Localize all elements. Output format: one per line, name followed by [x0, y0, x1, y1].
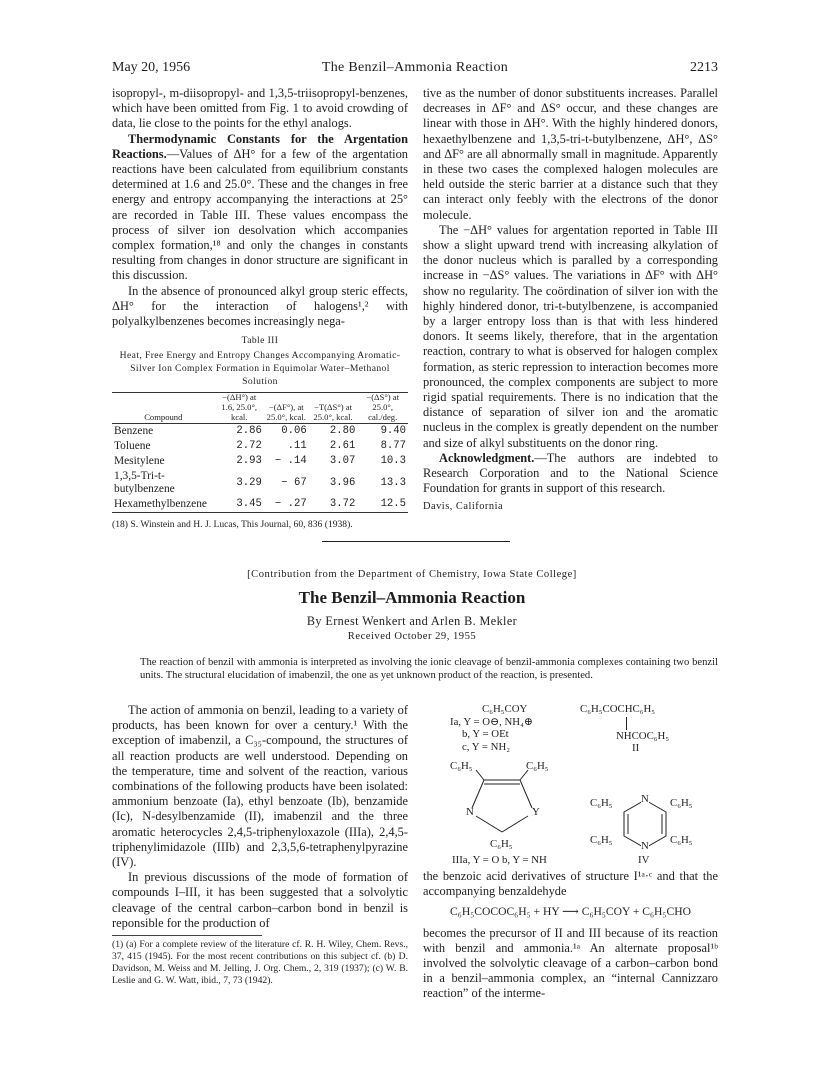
table-header: −T(ΔS°) at 25.0°, kcal.: [313, 402, 353, 422]
table-cell: 13.3: [380, 476, 406, 489]
table-header: Compound: [144, 411, 183, 422]
table-cell: Benzene: [114, 425, 154, 438]
table-title: Heat, Free Energy and Entropy Changes Accompanying Aromatic-Silver Ion Complex Formation in Equimolar Water–Methanol Solution: [119, 350, 401, 387]
table-cell: 2.93: [236, 455, 262, 468]
phenyl-label: C₆H₅: [670, 834, 693, 846]
table-row: [112, 497, 408, 513]
abstract: The reaction of benzil with ammonia is interpreted as involving the ionic cleavage of benzil-ammonia complexes containing two benzil units. The structural elucidation of imabenzil, the one as yet unknown product of the reaction, is presented.: [140, 657, 718, 681]
table-cell: − .27: [274, 498, 307, 511]
atom-label: Y: [532, 806, 540, 818]
table-cell: 3.29: [236, 476, 262, 489]
phenyl-label: C₆H₅: [590, 797, 613, 809]
table-header: −(ΔF°), at 25.0°, kcal.: [266, 402, 306, 422]
table-cell: − 67: [281, 476, 307, 489]
atom-label: N: [641, 793, 649, 805]
paragraph: In the absence of pronounced alkyl group steric effects, ΔH° for the interaction of halogens¹,² with polyalkylbenzenes becomes increasingly nega-: [112, 283, 408, 329]
table-cell: Toluene: [114, 440, 151, 453]
table-cell: 1,3,5-Tri-t-butylbenzene: [114, 470, 175, 496]
article-title: The Benzil–Ammonia Reaction: [298, 588, 526, 607]
table-cell: 0.06: [281, 425, 307, 438]
bond-line: [502, 816, 528, 832]
structure-i-a: Ia, Y = O⊖, NH₄⊕: [450, 715, 533, 728]
paragraph: In previous discussions of the mode of formation of compounds I–III, it has been suggested that a solvolytic cleavage of the central carbon–carbon bond in benzil is reponsible for the production of: [112, 870, 408, 930]
header-title: The Benzil–Ammonia Reaction: [321, 60, 509, 75]
phenyl-label: C₆H₅: [590, 834, 613, 846]
table-cell: 9.40: [380, 425, 406, 438]
structure-i: [450, 703, 533, 753]
header-page-number: 2213: [690, 60, 718, 75]
bond-line: [472, 780, 484, 808]
structure-i-b: b, Y = OEt: [462, 728, 509, 741]
footnote-rule: [112, 935, 262, 936]
received-date: Received October 29, 1955: [347, 631, 477, 642]
paragraph: The −ΔH° values for argentation reported in Table III show a slight upward trend with increasing alkylation of the donor nucleus which is paralled by a corresponding increase in −ΔS° values. The variations in ΔF° with ΔH° show no regularity. The coördination of silver ion with the highly hindered donor, tri-t-butylbenzene, is accompanied by a larger entropy loss than is that with less hindered donors. It seems likely, therefore, that in the argentation reaction, contrary to what is observed for halogen complex formation, as steric repression to interaction becomes more pronounced, the complex components are subject to more rigid spatial requirements. There is no indication that the distance of separation of silver ion and the aromatic nucleus in the complex is greatly dependent on the number and size of alkyl substituents on the donor ring.: [423, 222, 718, 450]
article-authors: By Ernest Wenkert and Arlen B. Mekler: [306, 614, 518, 628]
section-heading: Thermodynamic Constants for the Argentation Reactions.: [112, 131, 408, 161]
contribution-line: [Contribution from the Department of Chemistry, Iowa State College]: [247, 569, 577, 580]
paragraph: isopropyl-, m-diisopropyl- and 1,3,5-triisopropyl-benzenes, which have been omitted from Fig. 1 to avoid crowding of data, lie close to the points for the ethyl analogs.: [112, 86, 408, 131]
section-divider: [322, 541, 510, 542]
structure-ii-label: II: [632, 742, 640, 755]
paragraph-text: —The authors are indebted to Research Corporation and to the National Science Foundation for grants in support of this research.: [423, 450, 718, 496]
table-cell: 10.3: [380, 455, 406, 468]
paragraph: the benzoic acid derivatives of structure I¹ᵃ·ᶜ and that the accompanying benzaldehyde: [423, 869, 718, 899]
table-header: −(ΔH°) at 1.6, 25.0°, kcal.: [221, 392, 258, 422]
structure-iii-bottom-phenyl: C₆H₅: [490, 838, 513, 850]
table-cell: 3.07: [329, 455, 356, 468]
right-column-top: [423, 86, 718, 515]
table-cell: 2.86: [236, 425, 262, 438]
atom-label: N: [466, 806, 474, 818]
left-column-bottom: [112, 703, 408, 987]
structure-ii-substituent: NHCOC₆H₅: [616, 729, 670, 742]
table-row: [112, 424, 408, 440]
structure-ii-bond: [580, 716, 669, 730]
table-cell: − .14: [274, 455, 307, 468]
right-column-bottom: [423, 869, 718, 1002]
running-head: [112, 60, 718, 80]
paragraph: [423, 451, 718, 497]
section-heading: Acknowledgment.: [439, 450, 535, 465]
table-row: [112, 454, 408, 469]
bond-line: [476, 770, 484, 780]
table-header: −(ΔS°) at 25.0°, cal./deg.: [366, 392, 400, 422]
table-iii: [112, 392, 408, 513]
header-date: May 20, 1956: [112, 60, 191, 75]
left-column-top: [112, 86, 408, 531]
paragraph: tive as the number of donor substituents increases. Parallel decreases in ΔF° and ΔS° occur, and these changes are linear with those in ΔH°. With the highly hindered donors, hexaethylbenzene and 1,3,5-tri-t-butylbenzene, ΔH°, ΔS° and ΔF° are all abnormally small in magnitude. Apparently in these two cases the complexed halogen molecules are held outside the steric barrier at a distance such that they can interact only feebly with the electrons of the donor molecule.: [423, 86, 718, 222]
location: Davis, California: [423, 501, 504, 513]
paragraph: The action of ammonia on benzil, leading to a variety of products, has been known for over a century.¹ With the exception of imabenzil, a C₃₅-compound, the structures of all reaction products are well understood. Depending on the temperature, time and solvent of the reaction, various combinations of the following products have been isolated: ammonium benzoate (Ia), ethyl benzoate (Ib), benzamide (Ic), N-desylbenzamide (II), imabenzil and the three aromatic heterocycles 2,4,5-triphenyloxazole (IIIa), 2,4,5-triphenylimidazole (IIIb) and 2,3,5,6-tetraphenylpyrazine (IV).: [112, 703, 408, 870]
bond-line: [520, 780, 532, 808]
structure-iv: [580, 790, 710, 856]
table-cell: 3.72: [329, 498, 356, 511]
phenyl-label: C₆H₅: [670, 797, 693, 809]
bond-line: [626, 717, 627, 730]
structure-i-formula: C₆H₅COY: [482, 703, 528, 715]
table-cell: 8.77: [380, 440, 406, 453]
phenyl-label: C₆H₅: [526, 760, 549, 772]
structure-ii: [580, 703, 669, 755]
paragraph: becomes the precursor of II and III because of its reaction with benzil and ammonia.¹ᵃ An alternate proposal¹ᵇ involved the solvolytic cleavage of a carbon–carbon bond in a benzil–ammonia complex, an “internal Cannizzaro reaction” of the interme-: [423, 925, 718, 1001]
table-cell: 2.61: [329, 440, 356, 453]
structure-iv-label: IV: [638, 854, 650, 866]
table-label: Table III: [241, 335, 279, 347]
atom-label: N: [641, 840, 649, 852]
table-cell: 3.96: [329, 476, 356, 489]
structure-iii-label: IIIa, Y = O b, Y = NH: [452, 854, 547, 866]
phenyl-label: C₆H₅: [450, 760, 473, 772]
paragraph: [112, 132, 408, 284]
table-cell: 2.72: [236, 440, 262, 453]
table-row: [112, 439, 408, 454]
paragraph-text: —Values of ΔH° for a few of the argentation reactions have been calculated from equilibrium constants determined at 1.6 and 25.0°. These and the changes in free energy and entropy accompanying the interactions at 25° are recorded in Table III. These values encompass the process of silver ion desolvation which accompanies complex formation,¹⁸ and only the changes in constants resulting from changes in donor structure are significant in this discussion.: [112, 146, 408, 283]
table-cell: 3.45: [236, 498, 262, 511]
structure-i-c: c, Y = NH₂: [462, 740, 511, 753]
bond-line: [476, 816, 502, 832]
structure-iii: [450, 760, 560, 840]
footnote: (1) (a) For a complete review of the literature cf. R. H. Wiley, Chem. Revs., 37, 415 (1945). For the most recent contributions on this subject cf. (b) D. Davidson, M. Weiss and M. Jelling, J. Org. Chem., 2, 319 (1937); (c) W. B. Leslie and G. W. Watt, ibid., 7, 73 (1942).: [112, 939, 408, 987]
table-row: [112, 469, 408, 497]
table-cell: Mesitylene: [114, 455, 165, 468]
footnote: (18) S. Winstein and H. J. Lucas, This Journal, 60, 836 (1938).: [112, 519, 353, 531]
table-cell: 2.80: [329, 425, 356, 438]
table-cell: 12.5: [380, 498, 406, 511]
table-cell: .11: [287, 440, 307, 453]
equation: C₆H₅COCOC₆H₅ + HY ⟶ C₆H₅COY + C₆H₅CHO: [450, 905, 691, 919]
structure-ii-formula: C₆H₅COCHC₆H₅: [580, 703, 656, 715]
table-cell: Hexamethylbenzene: [114, 498, 207, 511]
